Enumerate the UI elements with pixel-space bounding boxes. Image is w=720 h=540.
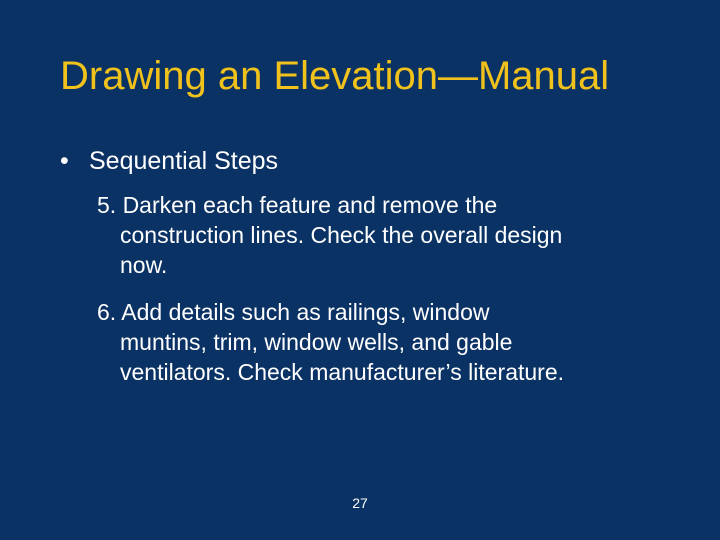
step-line: construction lines. Check the overall design — [120, 222, 563, 248]
step-line: muntins, trim, window wells, and gable — [120, 329, 513, 355]
step-5 — [97, 190, 562, 280]
page-number: 27 — [352, 495, 368, 511]
bullet-icon: • — [60, 147, 69, 175]
slide-title: Drawing an Elevation—Manual — [60, 54, 610, 98]
step-line: 6. Add details such as railings, window — [97, 299, 490, 325]
bullet-text: Sequential Steps — [89, 147, 279, 175]
bullet-item — [60, 144, 278, 178]
step-6 — [97, 297, 564, 387]
step-line: 5. Darken each feature and remove the — [97, 192, 498, 218]
step-line: ventilators. Check manufacturer’s literature. — [120, 359, 565, 385]
step-line: now. — [120, 252, 168, 278]
